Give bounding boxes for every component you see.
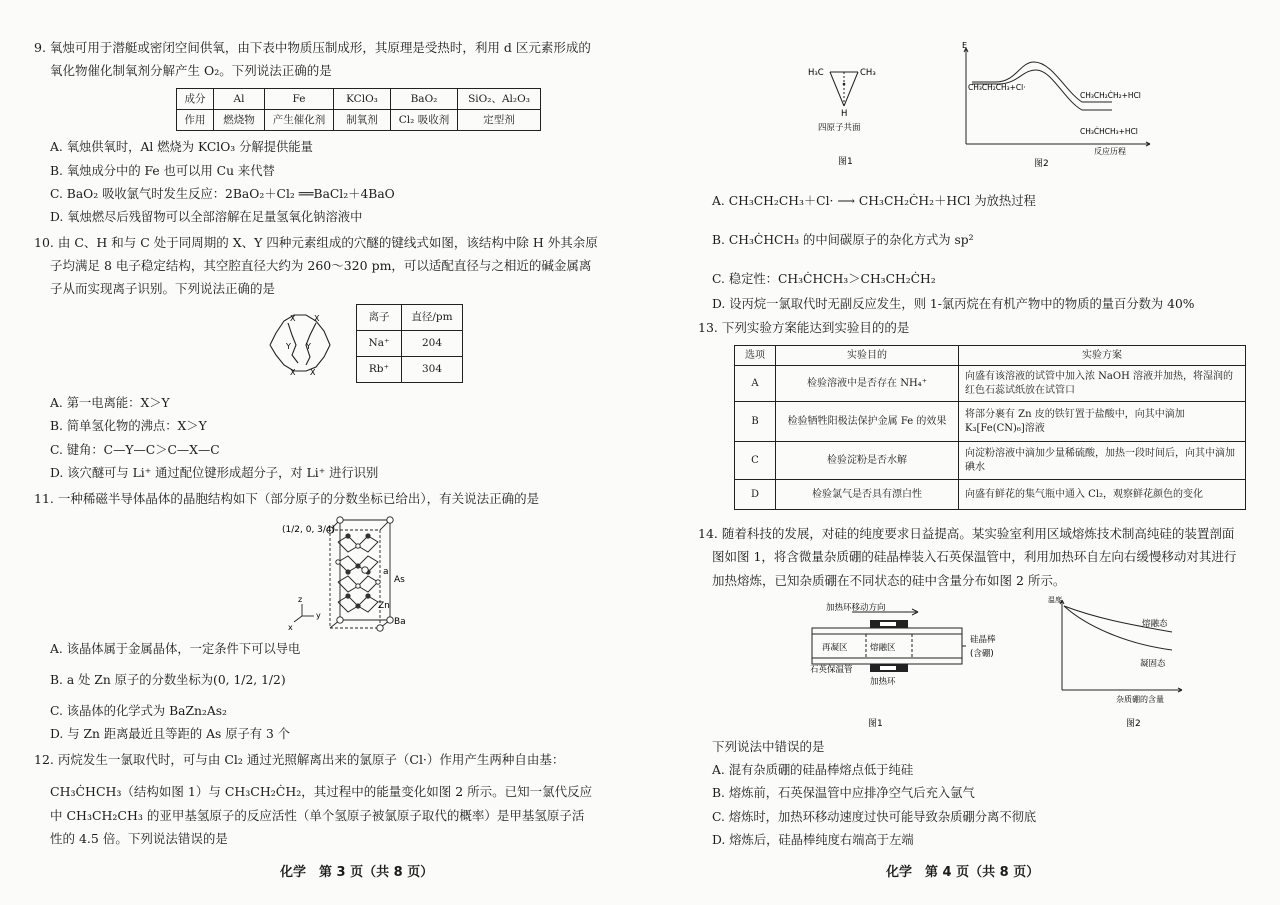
cryptand-structure [262, 305, 346, 377]
y-axis-label: y [316, 611, 321, 620]
y-label-1: Y [286, 342, 291, 351]
crystal-cell-diagram [282, 512, 422, 632]
table-cell: 燃烧物 [214, 110, 265, 131]
table-cell: 检验牺牲阳极法保护金属 Fe 的效果 [776, 402, 959, 442]
table-row [357, 331, 463, 357]
solid-curve-label: 凝固态 [1140, 659, 1166, 669]
q11-option-c: C. 该晶体的化学式为 BaZn₂As₂ [50, 704, 227, 718]
table-cell: Na⁺ [357, 331, 402, 357]
q10-line1: 10. 由 C、H 和与 C 处于同周期的 X、Y 四种元素组成的穴醚的键线式如图，该结构中除 H 外其余原 [34, 235, 598, 250]
reactant-label: CH₃CH₂CH₃+Cl· [968, 83, 1026, 92]
table-row [735, 442, 1246, 480]
table-cell: 实验目的 [776, 346, 959, 366]
product2-label: CH₃ĊHCH₃+HCl [1080, 127, 1138, 136]
table-cell: 检验溶液中是否存在 NH₄⁺ [776, 366, 959, 402]
table-cell: 304 [402, 357, 463, 383]
q9-line2: 氧化物催化制氧剂分解产生 O₂。下列说法正确的是 [50, 63, 332, 78]
silicon-rod-boron-label: (含硼) [970, 649, 994, 659]
energy-axis-label: E [962, 41, 968, 50]
table-cell: C [735, 442, 776, 480]
reaction-coordinate-label: 反应历程 [1094, 147, 1126, 156]
table-cell: 产生催化剂 [265, 110, 334, 131]
table-cell: Al [214, 89, 265, 110]
coord-label: (1/2, 0, 3/4) [282, 525, 336, 535]
q10-ion-table [356, 304, 463, 383]
table-cell: Fe [265, 89, 334, 110]
table-cell: KClO₃ [334, 89, 391, 110]
q12-option-b: B. CH₃ĊHCH₃ 的中间碳原子的杂化方式为 sp² [712, 233, 974, 247]
table-row [177, 110, 541, 131]
energy-profile-figure [962, 40, 1212, 170]
q14-option-d: D. 熔炼后，硅晶棒纯度右端高于左端 [712, 833, 914, 847]
table-cell: 向盛有该溶液的试管中加入浓 NaOH 溶液并加热，将湿润的红色石蕊试纸放在试管口 [959, 366, 1246, 402]
table-row [735, 402, 1246, 442]
a-label: a [383, 567, 389, 577]
q11-line1: 11. 一种稀磁半导体晶体的晶胞结构如下（部分原子的分数坐标已给出），有关说法正确的是 [34, 491, 540, 506]
table-cell: 制氧剂 [334, 110, 391, 131]
zn-label: Zn [378, 601, 390, 611]
q9-option-a: A. 氧烛供氧时，Al 燃烧为 KClO₃ 分解提供能量 [50, 140, 313, 154]
quartz-tube-label: 石英保温管 [810, 665, 853, 675]
table-cell: A [735, 366, 776, 402]
heating-ring-label: 加热环 [870, 677, 896, 687]
q14-figure-2-title: 图2 [1126, 719, 1141, 729]
q12-option-d: D. 设丙烷一氯取代时无副反应发生，则 1-氯丙烷在有机产物中的物质的量百分数为 40% [712, 297, 1195, 311]
ch3-label: CH₃ [860, 68, 876, 78]
table-cell: 作用 [177, 110, 214, 131]
resolidified-zone-label: 再凝区 [822, 643, 848, 653]
table-cell: 选项 [735, 346, 776, 366]
h-label: H [841, 109, 848, 119]
page-footer-right: 化学 第 4 页（共 8 页） [886, 865, 1040, 880]
table-cell: 向盛有鲜花的集气瓶中通入 Cl₂，观察鲜花颜色的变化 [959, 480, 1246, 510]
table-cell: B [735, 402, 776, 442]
table-cell: 定型剂 [458, 110, 541, 131]
q10-option-a: A. 第一电离能：X＞Y [50, 396, 170, 410]
zone-refining-apparatus [808, 600, 1028, 732]
x-label-4: X [310, 368, 316, 377]
heating-direction-label: 加热环移动方向 [826, 603, 886, 613]
q14-option-c: C. 熔炼时，加热环移动速度过快可能导致杂质硼分离不彻底 [712, 810, 1037, 824]
table-cell: SiO₂、Al₂O₃ [458, 89, 541, 110]
h3c-label: H₃C [808, 68, 824, 78]
table-cell: 204 [402, 331, 463, 357]
table-cell: 实验方案 [959, 346, 1246, 366]
right-page [640, 0, 1280, 905]
q12-line2: CH₃ĊHCH₃（结构如图 1）与 CH₃CH₂ĊH₂，其过程中的能量变化如图 2 所示。已知一氯代反应 [50, 784, 593, 799]
table-cell: 将部分裹有 Zn 皮的铁钉置于盐酸中，向其中滴加 K₃[Fe(CN)₆]溶液 [959, 402, 1246, 442]
radical-structure-figure [800, 58, 890, 168]
molten-zone-label: 熔融区 [870, 643, 896, 653]
q9-option-c: C. BaO₂ 吸收氯气时发生反应：2BaO₂＋Cl₂ ══BaCl₂＋4BaO [50, 187, 395, 201]
q9-option-d: D. 氧烛燃尽后残留物可以全部溶解在足量氢氧化钠溶液中 [50, 210, 363, 224]
page-footer-left: 化学 第 3 页（共 8 页） [280, 865, 434, 880]
silicon-rod-label: 硅晶棒 [970, 635, 996, 645]
table-row [735, 480, 1246, 510]
figure-1-title: 图1 [838, 157, 853, 167]
q9-option-b: B. 氧烛成分中的 Fe 也可以用 Cu 来代替 [50, 164, 275, 178]
q10-option-c: C. 键角：C—Y—C＞C—X—C [50, 443, 220, 457]
q14-option-a: A. 混有杂质硼的硅晶棒熔点低于纯硅 [712, 763, 914, 777]
x-label-2: X [314, 314, 320, 323]
q12-line1: 12. 丙烷发生一氯取代时，可与由 Cl₂ 通过光照解离出来的氯原子（Cl·）作用产生两种自由基： [34, 752, 565, 767]
y-label-2: Y [306, 342, 311, 351]
q14-line1: 14. 随着科技的发展，对硅的纯度要求日益提高。某实验室利用区域熔炼技术制高纯硅的装置剖面 [698, 526, 1235, 541]
table-row [357, 305, 463, 331]
q10-option-b: B. 简单氢化物的沸点：X＞Y [50, 419, 207, 433]
temperature-axis-label: 温度 [1048, 596, 1062, 604]
ba-label: Ba [394, 617, 406, 627]
q14-option-b: B. 熔炼前，石英保温管中应排净空气后充入氩气 [712, 786, 975, 800]
table-cell: D [735, 480, 776, 510]
q9-table [176, 88, 541, 131]
q11-option-d: D. 与 Zn 距离最近且等距的 As 原子有 3 个 [50, 727, 291, 741]
q13-line1: 13. 下列实验方案能达到实验目的的是 [698, 320, 910, 335]
x-label-3: X [290, 368, 296, 377]
q10-option-d: D. 该穴醚可与 Li⁺ 通过配位键形成超分子，对 Li⁺ 进行识别 [50, 466, 379, 480]
q12-option-c: C. 稳定性：CH₃ĊHCH₃＞CH₃CH₂ĊH₂ [712, 272, 936, 286]
table-cell: 成分 [177, 89, 214, 110]
table-cell: 向淀粉溶液中滴加少量稀硫酸，加热一段时间后，向其中滴加碘水 [959, 442, 1246, 480]
table-row [177, 89, 541, 110]
q14-figure-1-title: 图1 [868, 719, 883, 729]
coplanar-caption: 四原子共面 [818, 123, 861, 133]
q12-option-a: A. CH₃CH₂CH₃＋Cl· ⟶ CH₃CH₂ĊH₂＋HCl 为放热过程 [712, 194, 1036, 208]
table-cell: 直径/pm [402, 305, 463, 331]
q13-table [734, 345, 1246, 510]
x-label-1: X [290, 314, 296, 323]
product1-label: CH₃CH₂ĊH₂+HCl [1080, 91, 1141, 100]
q12-line3: 中 CH₃CH₂CH₃ 的亚甲基氢原子的反应活性（单个氢原子被氯原子取代的概率）是甲基氢原子活 [50, 808, 585, 823]
boron-content-axis-label: 杂质硼的含量 [1116, 695, 1164, 704]
table-cell: 检验淀粉是否水解 [776, 442, 959, 480]
x-axis-label: x [288, 623, 293, 632]
table-cell: BaO₂ [391, 89, 458, 110]
boron-content-chart [1046, 592, 1196, 732]
table-cell: Cl₂ 吸收剂 [391, 110, 458, 131]
q14-stem: 下列说法中错误的是 [712, 739, 825, 754]
q11-option-b: B. a 处 Zn 原子的分数坐标为(0, 1/2, 1/2) [50, 673, 286, 687]
q10-line3: 子从而实现离子识别。下列说法正确的是 [50, 281, 276, 296]
table-row [357, 357, 463, 383]
q14-line2: 图如图 1，将含微量杂质硼的硅晶棒装入石英保温管中，利用加热环自左向右缓慢移动对其进行 [712, 549, 1237, 564]
molten-curve-label: 熔融态 [1142, 619, 1168, 629]
table-row [735, 346, 1246, 366]
figure-2-title: 图2 [1034, 159, 1049, 169]
table-cell: 检验氯气是否具有漂白性 [776, 480, 959, 510]
table-cell: Rb⁺ [357, 357, 402, 383]
q11-option-a: A. 该晶体属于金属晶体，一定条件下可以导电 [50, 642, 301, 656]
q9-line1: 9. 氧烛可用于潜艇或密闭空间供氧，由下表中物质压制成形，其原理是受热时，利用 d 区元素形成的 [34, 40, 591, 55]
table-cell: 离子 [357, 305, 402, 331]
table-row [735, 366, 1246, 402]
as-label: As [394, 575, 405, 585]
q10-line2: 子均满足 8 电子稳定结构，其空腔直径大约为 260～320 pm，可以适配直径与之相近的碱金属离 [50, 258, 592, 273]
z-axis-label: z [298, 595, 303, 604]
q12-line4: 性的 4.5 倍。下列说法错误的是 [50, 831, 228, 846]
q14-line3: 加热熔炼，已知杂质硼在不同状态的硅中含量分布如图 2 所示。 [712, 573, 1066, 588]
